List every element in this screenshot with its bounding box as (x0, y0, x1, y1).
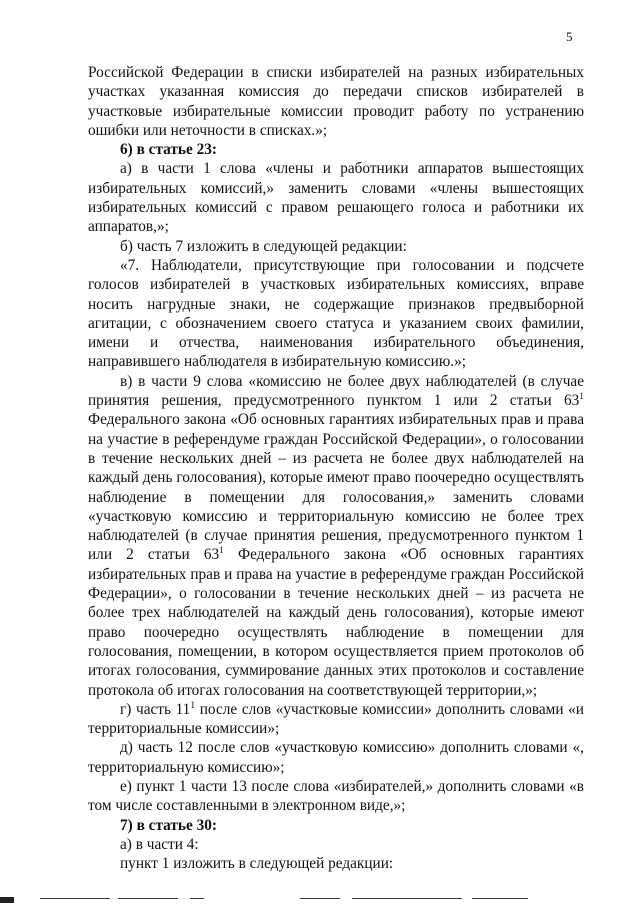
paragraph-a-part-4: а) в части 4: (120, 835, 199, 853)
superscript: 1 (579, 392, 584, 403)
superscript: 1 (219, 546, 224, 557)
paragraph-part-7-text: «7. Наблюдатели, присутствующие при голосовании и подсчете голосов избирателей в участковых избирательных комиссиях, вправе носить нагрудные знаки, не содержащие признаков предвыборной агитации, с обозначением своего статуса и указанием своих фамилии, имени и отчества, наименования избирательного объединения, направившего наблюдателя в избирательную комиссию.»; (88, 256, 584, 371)
paragraph-v-part-9 (88, 372, 584, 700)
document-body (88, 63, 584, 873)
text-run: после слов «участковые комиссии» дополнить словами «и территориальные комиссии»; (88, 700, 584, 738)
section-heading-article-30: 7) в статье 30: (120, 816, 218, 834)
superscript: 1 (190, 700, 196, 711)
paragraph-continuation: Российской Федерации в списки избирателей на разных избирательных участках указанная комиссия до передачи списков избирателей в участковые избирательные комиссии проводит работу по устранению ошибки или неточности в списках.»; (88, 64, 584, 139)
text-run: Федерального закона «Об основных гарантиях избирательных прав и права на участие в референдуме граждан Российской Федерации», о голосовании в течение нескольких дней – из расчета не более двух наблюдателей на каждый день голосования), которые имеют право поочередно осуществлять наблюдение в помещении для голосования,» заменить словами «участковую комиссию и территориальную комиссию не более трех наблюдателей (в случае принятия решения, предусмотренного пунктом 1 или 2 статьи 63 (88, 411, 584, 564)
paragraph-d-part-12: д) часть 12 после слов «участковую комиссию» дополнить словами «, территориальную комиссию»; (88, 739, 584, 776)
text-run: в) в части 9 слова «комиссию не более двух наблюдателей (в случае принятия решения, предусмотренного пунктом 1 или 2 статьи 63 (88, 372, 584, 410)
page-number: 5 (566, 29, 573, 44)
paragraph-e-part-13: е) пункт 1 части 13 после слова «избирателей,» дополнить словами «в том числе составленными в электронном виде,»; (88, 777, 584, 815)
paragraph-g-part-11 (88, 700, 584, 739)
paragraph-b-part-7: б) часть 7 изложить в следующей редакции: (120, 237, 407, 255)
section-heading-article-23: 6) в статье 23: (120, 141, 218, 159)
paragraph-point-1: пункт 1 изложить в следующей редакции: (120, 855, 394, 873)
text-run: г) часть 11 (120, 700, 191, 718)
paragraph-a-part-1: а) в части 1 слова «члены и работники аппаратов вышестоящих избирательных комиссий,» заменить словами «члены вышестоящих избирательных комиссий с правом решающего голоса и работники их аппаратов,»; (88, 160, 584, 236)
text-run: Федерального закона «Об основных гарантиях избирательных прав и права на участие в референдуме граждан Российской Федерации», о голосовании в течение нескольких дней – из расчета не более трех наблюдателей на каждый день голосования), которые имеют право поочередно осуществлять наблюдение в помещении для голосования, помещении, в котором осуществляется прием протоколов об итогах голосования, суммирование данных этих протоколов и составление протокола об итогах голосования на соответствующей территории,»; (88, 546, 584, 699)
scan-edge-marks (0, 895, 640, 905)
